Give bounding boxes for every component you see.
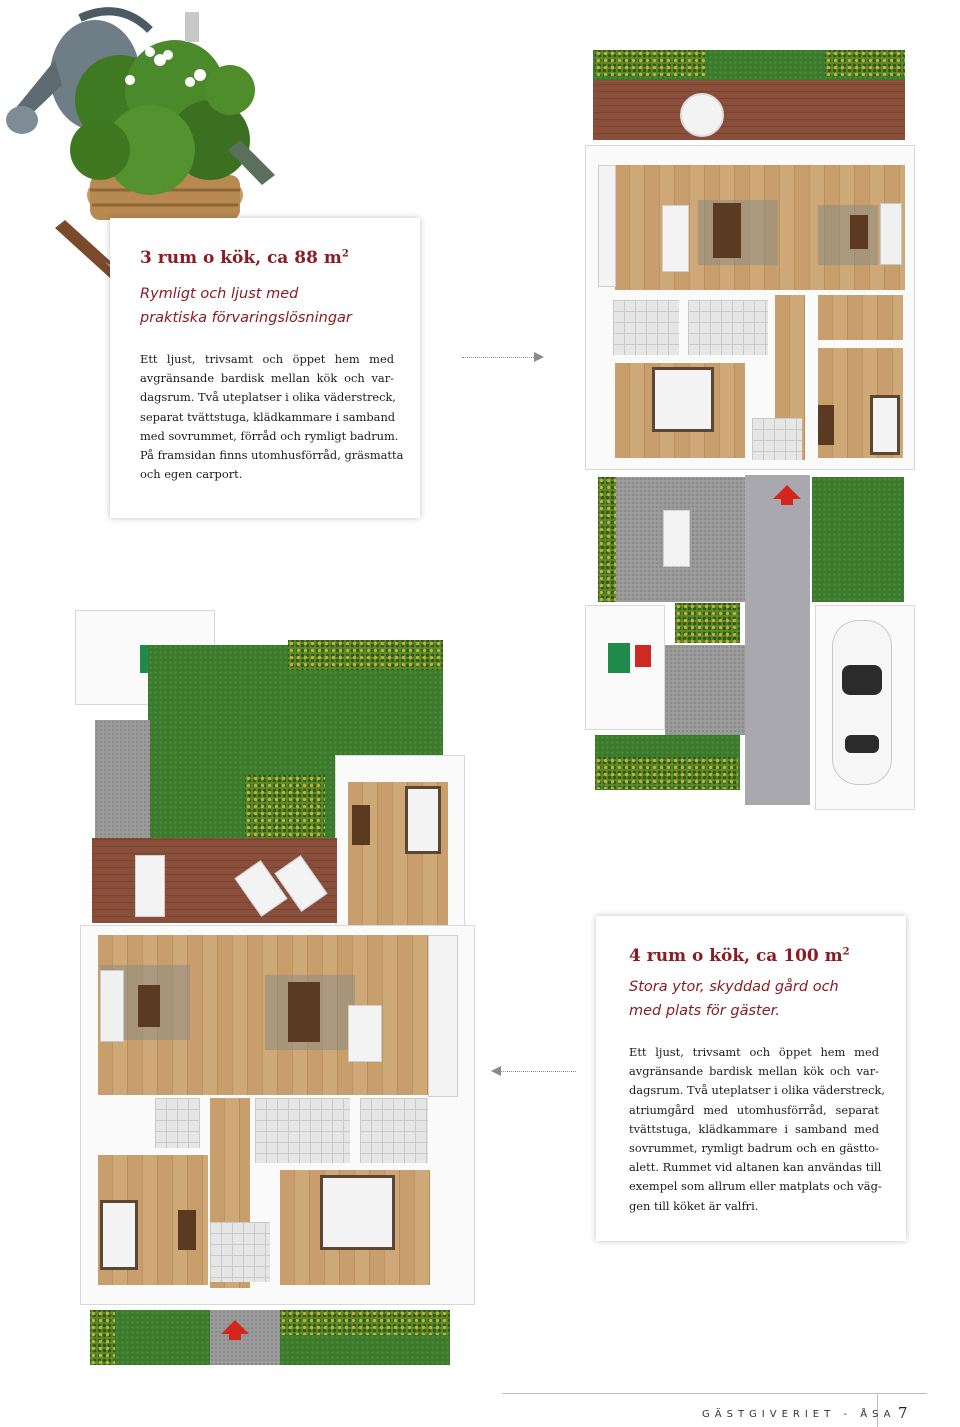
dining-table bbox=[288, 982, 320, 1042]
double-bed bbox=[320, 1175, 395, 1250]
hedge bbox=[675, 603, 740, 643]
sofa bbox=[100, 970, 124, 1042]
hedge bbox=[598, 477, 616, 602]
hedge bbox=[90, 1310, 115, 1365]
entrance-arrow-icon bbox=[773, 485, 801, 499]
hedge bbox=[280, 1310, 450, 1335]
car bbox=[832, 620, 892, 785]
dining-table bbox=[713, 203, 741, 258]
car-windshield bbox=[842, 665, 882, 695]
terrace-deck bbox=[593, 80, 905, 140]
wheelbarrow bbox=[635, 645, 651, 667]
path-paving bbox=[665, 645, 745, 735]
pointer-to-plan-4-rooms bbox=[500, 1071, 576, 1072]
desk bbox=[178, 1210, 196, 1250]
plan-subtitle: Stora ytor, skyddad gård och med plats för gäster. bbox=[629, 979, 839, 1019]
footer-brand: GÄSTGIVERIET - ÅSA bbox=[702, 1409, 896, 1420]
single-bed bbox=[405, 786, 441, 854]
closet-floor bbox=[818, 295, 903, 340]
front-lawn bbox=[812, 477, 904, 602]
driveway bbox=[745, 475, 810, 805]
storage-floor bbox=[752, 418, 802, 460]
kitchen-island bbox=[348, 1005, 382, 1062]
info-box-4-rooms bbox=[596, 916, 906, 1241]
guest-wc-floor bbox=[155, 1098, 200, 1148]
entrance-arrow-stem bbox=[781, 499, 793, 505]
info-box-3-rooms bbox=[110, 218, 420, 518]
coffee-table bbox=[138, 985, 160, 1027]
entrance-path bbox=[210, 1310, 280, 1365]
hedge bbox=[595, 50, 705, 76]
desk bbox=[352, 805, 370, 845]
pointer-arrowhead-icon bbox=[534, 352, 544, 362]
floor-plan-4-rooms bbox=[70, 610, 480, 1370]
entrance-arrow-stem bbox=[229, 1334, 241, 1340]
plan-description: Ett ljust, trivsamt och öppet hem med avgränsande bardisk mellan kök och var- dagsrum. Två uteplatser i olika väderstreck, separat tvättstuga, klädkammare i samband med sovrummet, förråd och rymligt badrum. På framsidan finns utomhusförråd, gräsmatta och egen carport. bbox=[140, 352, 404, 482]
outdoor-table bbox=[135, 855, 165, 917]
single-bed bbox=[870, 395, 900, 455]
kitchen-island bbox=[662, 205, 689, 272]
plan-title: 3 rum o kök, ca 88 $m^2$ bbox=[140, 248, 349, 268]
sofa bbox=[880, 203, 902, 265]
plan-subtitle: Rymligt och ljust med praktiska förvaringslösningar bbox=[140, 286, 352, 326]
path-paving bbox=[95, 720, 150, 840]
pointer-to-plan-3-rooms bbox=[462, 357, 536, 358]
hedge bbox=[825, 50, 905, 76]
single-bed bbox=[100, 1200, 138, 1270]
outdoor-table bbox=[663, 510, 690, 567]
coffee-table bbox=[850, 215, 868, 249]
plan-description: Ett ljust, trivsamt och öppet hem med avgränsande bardisk mellan kök och var- dagsrum. Två uteplatser i olika väderstreck, atriumgård med utomhusförråd, separat tvättstuga, klädkammare i samband med sovrummet, rymligt badrum och en gästto- alett. Rummet vid altanen kan användas till exempel som allrum eller matplats och väg- gen till köket är valfri. bbox=[629, 1045, 886, 1213]
laundry-floor bbox=[613, 300, 679, 355]
patio-furniture bbox=[680, 93, 724, 137]
bathroom-floor bbox=[255, 1098, 350, 1163]
kitchen-counter bbox=[428, 935, 458, 1097]
bathroom-floor bbox=[688, 300, 768, 355]
kitchen-counter bbox=[598, 165, 616, 287]
lawn-mower bbox=[608, 643, 630, 673]
hedge bbox=[595, 757, 738, 789]
hedge bbox=[245, 775, 325, 840]
footer-rule bbox=[502, 1393, 927, 1394]
floor-plan-3-rooms bbox=[580, 45, 920, 815]
page-number: 7 bbox=[898, 1404, 908, 1422]
car-rear-window bbox=[845, 735, 879, 753]
pointer-arrowhead-icon bbox=[491, 1066, 501, 1076]
entrance-arrow-icon bbox=[221, 1320, 249, 1334]
hedge bbox=[288, 640, 443, 670]
plan-title: 4 rum o kök, ca 100 $m^2$ bbox=[629, 946, 850, 966]
laundry-floor bbox=[360, 1098, 428, 1163]
double-bed bbox=[652, 367, 714, 432]
rug bbox=[818, 205, 878, 265]
entrance-floor bbox=[210, 1222, 270, 1282]
desk bbox=[818, 405, 834, 445]
